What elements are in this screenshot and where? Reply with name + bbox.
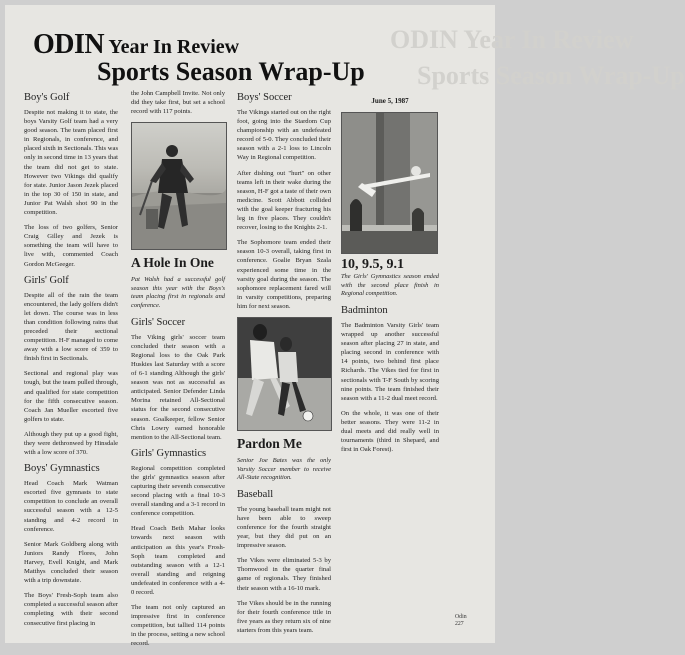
column-3 [237, 89, 331, 641]
column-1 [24, 89, 118, 634]
bleed-through-subtitle: Sports Season Wrap-Up [417, 61, 685, 90]
paragraph: After dishing out "hurt" on other teams left in their wake during the season, H-F got a taste of their own medicine. Scott Abbott collided with the goal keeper fracturing his leg in five places. They couldn't recover, losing to the Knights 2-1. [237, 169, 331, 232]
photo-caption: Senior Joe Bates was the only Varsity Soccer member to receive All-State recognition. [237, 456, 331, 482]
paragraph: The Vikes should be in the running for their fourth conference title in five years as they return six of nine starters from this years team. [237, 599, 331, 634]
paragraph: The Vikes were eliminated 5-3 by Thornwood in the quarter final game of regionals. They finished their season with a 16-10 mark. [237, 557, 331, 592]
photo-date: June 5, 1987 [371, 97, 409, 105]
gymnastics-illustration [342, 113, 437, 253]
heading-badminton: Badminton [341, 304, 388, 316]
paragraph: the John Campbell Invite. Not only did they take first, but set a school record with 117 points. [131, 90, 225, 116]
title-year-in-review: Year In Review [104, 36, 240, 58]
paragraph: Sectional and regional play was tough, but the team pulled through, and qualified for state competition for the fifth consecutive season. Coach Jan Mueller escorted five golfers to state. [24, 370, 118, 423]
golfer-illustration [132, 123, 226, 249]
paragraph: The Viking girls' soccer team concluded their season with a Regional loss to the Oak Park Huskies last Saturday with a score of 6-1 standing Although the girls' season was not as successful as anticipated. Senior Defender Linda Morina retained All-Sectional status for the second consecutive season. Goalkeeper, fellow Senior Chris Lowry earned honorable mention to the All-Sectional team. [131, 333, 225, 441]
paragraph: Senior Mark Goldberg along with Juniors Randy Flores, John Harvey, Evell Knight, and Mark Matthys concluded their season with a trip downstate. [24, 540, 118, 585]
paragraph: Regional competition completed the girls' gymnastics season after capturing their seventh consecutive second placing with a final 10-3 overall standing and a 3-1 record in conference competition. [131, 464, 225, 518]
page-number: 227 [455, 621, 464, 627]
golfer-photo [131, 122, 227, 250]
paragraph: The loss of two golfers, Senior Craig Gilley and Jezek is something the team will have to live with, commented Coach Gordon McGeeger. [24, 224, 118, 268]
magazine-page [5, 5, 685, 648]
heading-boys-gymnastics: Boys' Gymnastics [24, 463, 100, 475]
column-4 [341, 89, 439, 460]
soccer-illustration [238, 318, 331, 430]
title-odin: ODIN [33, 29, 105, 60]
heading-boys-soccer: Boys' Soccer [237, 92, 292, 103]
gymnastics-photo [341, 112, 438, 254]
paragraph: Head Coach Beth Mahar looks towards next season with anticipation as this year's Frosh-Soph team completed and outstanding season with a 12-1 overall standing and reigning undefeated in conference with a 4-0 record. [131, 525, 225, 596]
paragraph: The Boys' Fresh-Soph team also completed a successful season after completing with their second consecutive first placing in [24, 592, 118, 627]
paragraph: Head Coach Mark Watman escorted five gymnasts to state competition to conclude an overall successful season with a 12-5 standing and 4-2 record in conference. [24, 480, 118, 533]
photo-headline: Pardon Me [237, 435, 302, 451]
paragraph: On the whole, it was one of their better seasons. They were 11-2 in dual meets and did really well in tournaments (third in Shepard, and first in Oak Forest). [341, 409, 439, 454]
scores-headline: 10, 9.5, 9.1 [341, 257, 404, 273]
heading-boys-golf: Boy's Golf [24, 92, 70, 103]
photo-caption: The Girls' Gymnastics season ended with the second place finish in Regional competition. [341, 273, 439, 298]
heading-baseball: Baseball [237, 488, 274, 500]
heading-girls-soccer: Girls' Soccer [131, 316, 186, 328]
paragraph: The young baseball team might not have been able to sweep conference for the fourth straight year, but they did put on an impressive season. [237, 505, 331, 550]
page-folio [455, 614, 467, 628]
heading-girls-gymnastics: Girls' Gymnastics [131, 447, 207, 459]
folio-section: Odin [455, 614, 467, 620]
heading-girls-golf: Girls' Golf [24, 274, 69, 286]
paragraph: Despite not making it to state, the boys Varsity Golf team had a very good season. The team placed first in Regionals, in conference, and placed sixth in Sectionals. This was only in second time in 13 years that the team did not get to state. However two Vikings did qualify for state. Junior Jason Jezek placed in the top 30 of 150 in state, and Junior Pat Walsh shot 90 in the competition. [24, 109, 119, 217]
paragraph: Although they put up a good fight, they were dethronwed by Hinsdale with a low score of 370. [24, 430, 118, 457]
column-2 [131, 89, 225, 655]
photo-headline: A Hole In One [131, 255, 214, 271]
paragraph: The team not only captured an impressive first in conference competition, but tallied 114 points in the process, setting a new school record. [131, 604, 225, 648]
paragraph: The Badminton Varsity Girls' team wrapped up another successful season after placing 27 in state, and placing second in conference with 14 points, two behind first place Richards. The Vikes tied for first in sectionals with T-F South by scoring nine points. The team finished their season with a 11-2 dual meet record. [341, 321, 439, 402]
photo-caption: Pat Walsh had a successful golf season this year with the Boys's team placing first in regionals and conference. [131, 276, 225, 310]
paragraph: The Sophomore team ended their season 10-3 overall, taking first in conference. Goalie Bryan Szala experienced some time in the varsity goal during the season. The sophomore replacement fared will in varsity competitions, preparing him for next season. [237, 239, 331, 310]
soccer-photo [237, 317, 332, 431]
paragraph: Despite all of the rain the team encountered, the lady golfers didn't let down. The course was in less than condition following rains that preceded their sectional competition. H-F managed to come away with a low score of 359 to finish first in Sectionals. [24, 291, 118, 363]
page-subtitle: Sports Season Wrap-Up [97, 57, 365, 86]
bleed-through-title: ODIN Year In Review [390, 25, 634, 54]
paragraph: The Vikings started out on the right foot, going into the Stardom Cup championship with an undefeated record of 5-0. They concluded their season with a 2-1 loss to Lincoln Way in Regional competition. [237, 109, 331, 162]
